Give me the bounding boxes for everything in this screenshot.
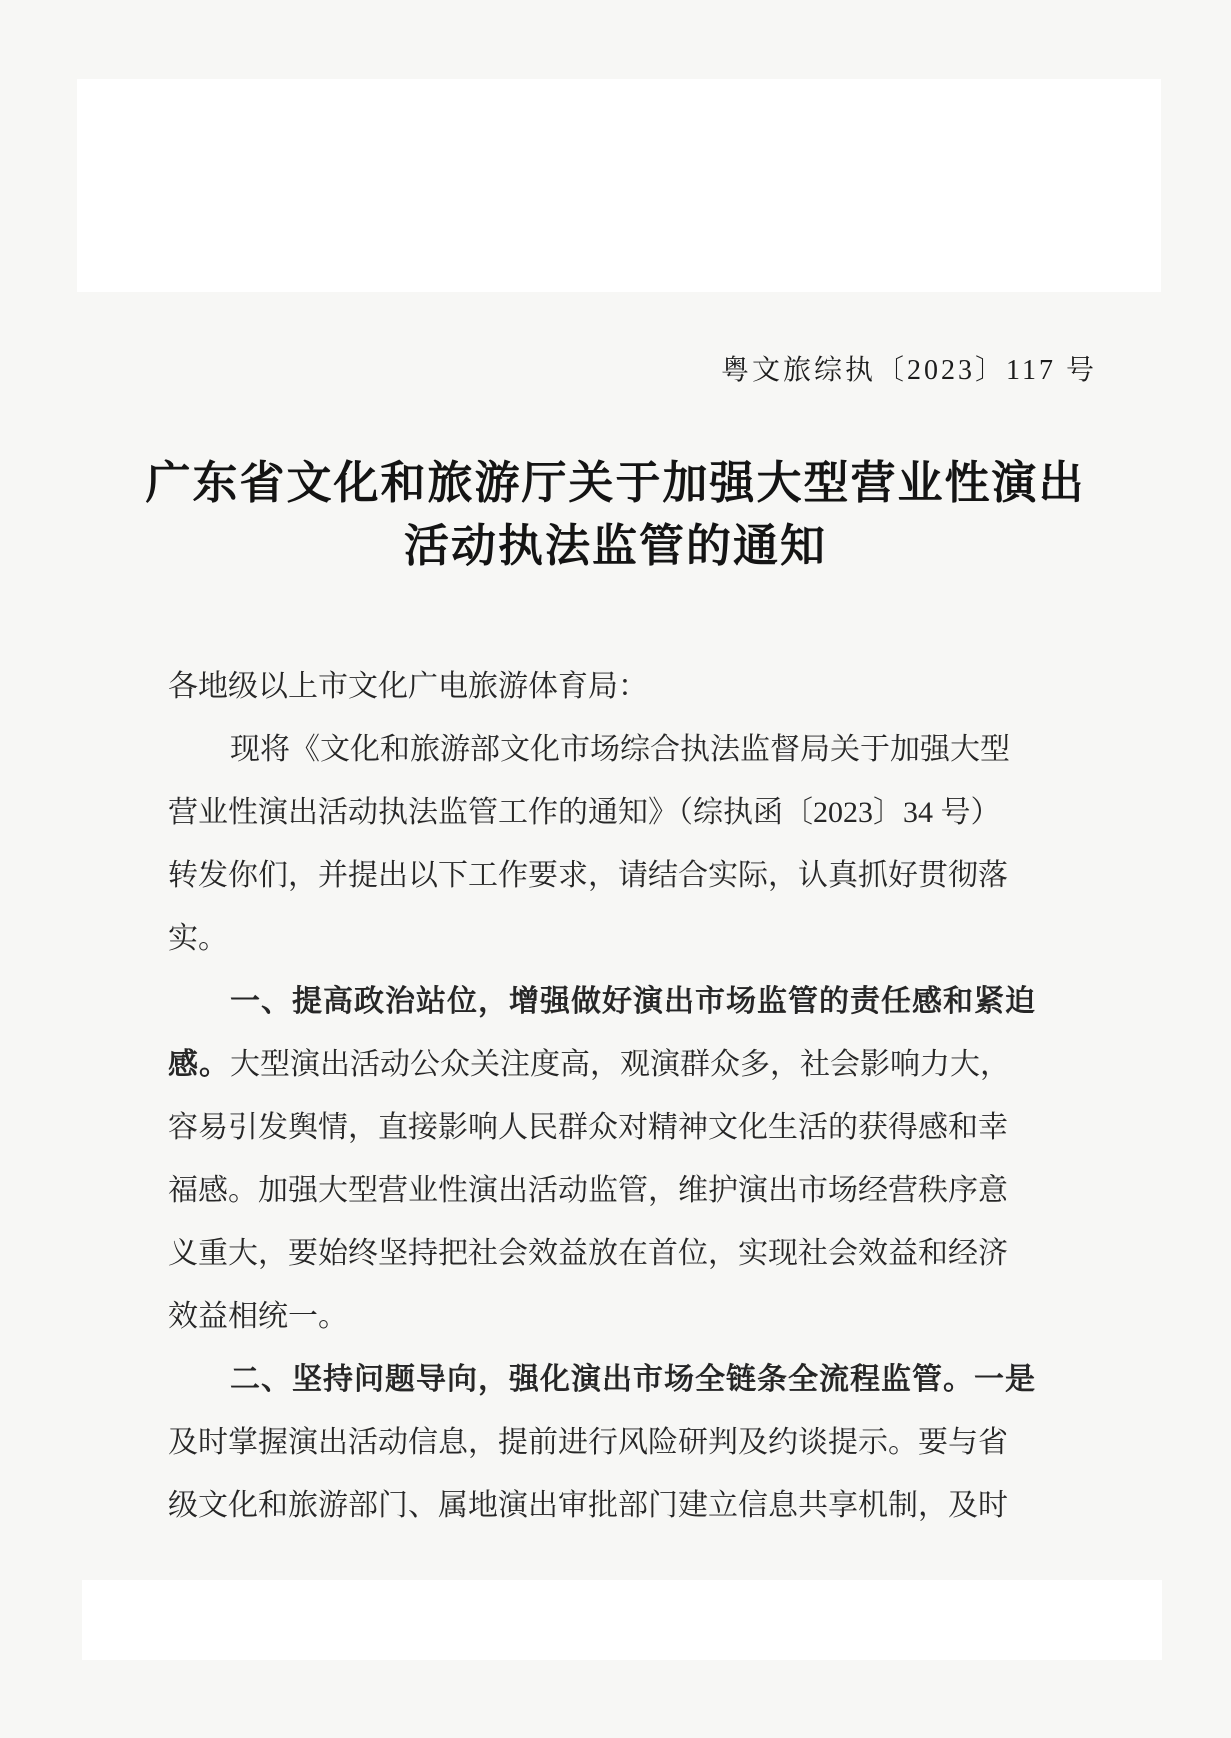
body-line-bold-segment: 感。 bbox=[168, 1048, 230, 1081]
body-line-segment: 现将《文化和旅游部文化市场综合执法监督局关于加强大型 bbox=[230, 733, 1010, 766]
body-line-segment: 义重大，要始终坚持把社会效益放在首位，实现社会效益和经济 bbox=[168, 1237, 1008, 1270]
body-line-14 bbox=[168, 1474, 1048, 1537]
body-line-11 bbox=[168, 1285, 1048, 1348]
document-number: 粤文旅综执〔2023〕117 号 bbox=[721, 355, 1097, 386]
body-line-4 bbox=[168, 844, 1048, 907]
body-line-segment: 各地级以上市文化广电旅游体育局： bbox=[168, 670, 648, 703]
body-line-2 bbox=[168, 718, 1048, 781]
body-line-bold-segment: 一、提高政治站位，增强做好演出市场监管的责任感和紧迫 bbox=[230, 985, 1036, 1018]
body-line-9 bbox=[168, 1159, 1048, 1222]
document-title-line-2: 活动执法监管的通知 bbox=[403, 521, 827, 571]
document-title-line-1: 广东省文化和旅游厅关于加强大型营业性演出 bbox=[145, 458, 1086, 508]
body-line-5 bbox=[168, 907, 1048, 970]
body-line-8 bbox=[168, 1096, 1048, 1159]
body-line-6 bbox=[168, 970, 1048, 1033]
body-line-segment: 容易引发舆情，直接影响人民群众对精神文化生活的获得感和幸 bbox=[168, 1111, 1008, 1144]
body-line-7 bbox=[168, 1033, 1048, 1096]
body-line-segment: 营业性演出活动执法监管工作的通知》（综执函〔2023〕34 号） bbox=[168, 796, 1001, 829]
blank-footer-area bbox=[82, 1580, 1162, 1660]
body-line-bold-segment: 二、坚持问题导向，强化演出市场全链条全流程监管。一是 bbox=[230, 1363, 1036, 1396]
body-line-segment: 福感。加强大型营业性演出活动监管，维护演出市场经营秩序意 bbox=[168, 1174, 1008, 1207]
blank-letterhead-area bbox=[77, 79, 1161, 292]
document-title bbox=[0, 452, 1231, 578]
body-line-segment: 大型演出活动公众关注度高，观演群众多，社会影响力大， bbox=[230, 1048, 1010, 1081]
body-line-10 bbox=[168, 1222, 1048, 1285]
body-text bbox=[168, 655, 1048, 1537]
body-line-segment: 级文化和旅游部门、属地演出审批部门建立信息共享机制，及时 bbox=[168, 1489, 1008, 1522]
body-line-13 bbox=[168, 1411, 1048, 1474]
body-line-segment: 转发你们，并提出以下工作要求，请结合实际，认真抓好贯彻落 bbox=[168, 859, 1008, 892]
body-line-segment: 及时掌握演出活动信息，提前进行风险研判及约谈提示。要与省 bbox=[168, 1426, 1008, 1459]
body-line-1 bbox=[168, 655, 1048, 718]
body-line-12 bbox=[168, 1348, 1048, 1411]
body-line-segment: 效益相统一。 bbox=[168, 1300, 348, 1333]
body-line-3 bbox=[168, 781, 1048, 844]
body-line-segment: 实。 bbox=[168, 922, 228, 955]
